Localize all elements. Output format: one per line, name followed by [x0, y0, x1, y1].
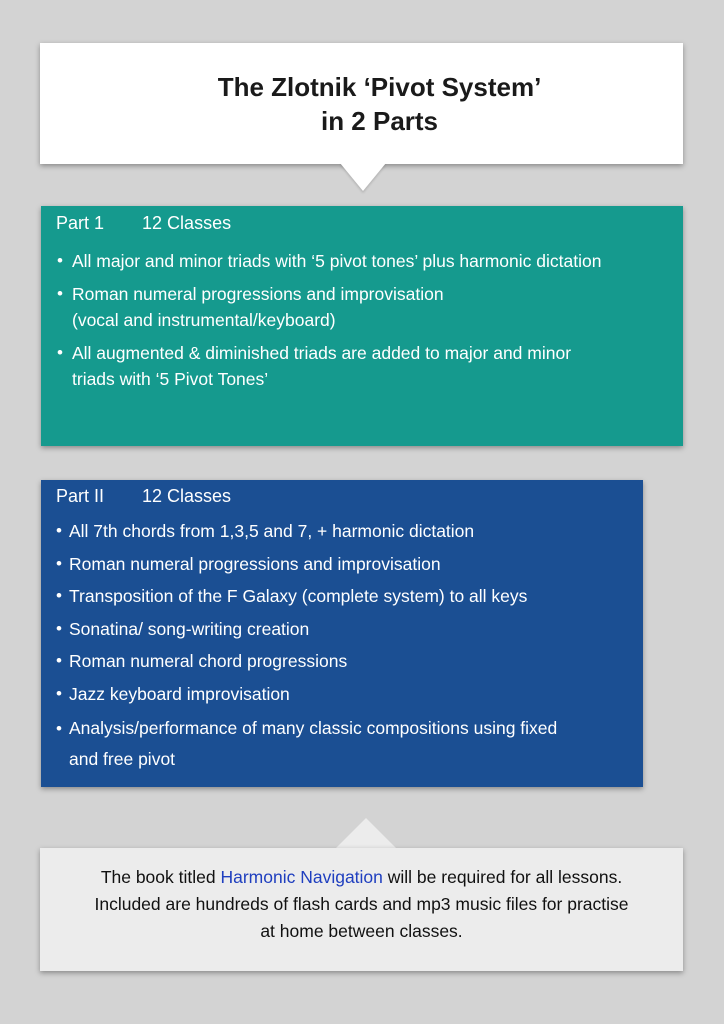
part-1-header	[56, 212, 683, 234]
footer-line-2: Included are hundreds of flash cards and mp3 music files for practise	[94, 894, 629, 914]
footer-note	[40, 848, 683, 971]
part-2-header	[56, 485, 643, 507]
part-1-list	[56, 248, 683, 392]
list-item: • Transposition of the F Galaxy (complete system) to all keys	[56, 583, 643, 609]
list-item-continuation: and free pivot	[69, 749, 176, 769]
list-item: • All major and minor triads with ‘5 pivot tones’ plus harmonic dictation	[56, 248, 683, 274]
title-line-2: in 2 Parts	[320, 105, 439, 136]
title-box	[40, 43, 683, 164]
list-item: • All augmented & diminished triads are added to major and minor triads with ‘5 Pivot Tones’	[56, 340, 683, 392]
list-item: • Roman numeral progressions and improvisation (vocal and instrumental/keyboard)	[56, 281, 683, 333]
list-item: • Roman numeral chord progressions	[56, 648, 643, 674]
list-item-continuation: (vocal and instrumental/keyboard)	[72, 310, 336, 330]
list-item: • Analysis/performance of many classic compositions using fixed and free pivot	[56, 713, 643, 775]
list-item: • Roman numeral progressions and improvisation	[56, 551, 643, 577]
list-item: • Jazz keyboard improvisation	[56, 681, 643, 707]
list-item: • Sonatina/ song-writing creation	[56, 616, 643, 642]
footer-pointer-arrow	[336, 818, 396, 848]
list-item: • All 7th chords from 1,3,5 and 7, + harmonic dictation	[56, 518, 643, 544]
part-2-label: Part II	[56, 486, 105, 506]
part-2-panel	[41, 480, 643, 787]
list-item-continuation: triads with ‘5 Pivot Tones’	[72, 369, 269, 389]
footer-line-3: at home between classes.	[260, 921, 463, 941]
part-1-classes: 12 Classes	[142, 213, 232, 233]
footer-line-1	[50, 864, 673, 891]
title-line-1: The Zlotnik ‘Pivot System’	[217, 71, 542, 102]
part-2-classes: 12 Classes	[142, 486, 232, 506]
part-1-label: Part 1	[56, 213, 105, 233]
title-pointer-arrow	[340, 163, 386, 191]
footer-text-before: The book titled	[100, 867, 221, 887]
part-1-panel	[41, 206, 683, 446]
part-2-list	[56, 518, 643, 775]
book-title-link[interactable]: Harmonic Navigation	[220, 867, 383, 887]
footer-text-after: will be required for all lessons.	[382, 867, 623, 887]
